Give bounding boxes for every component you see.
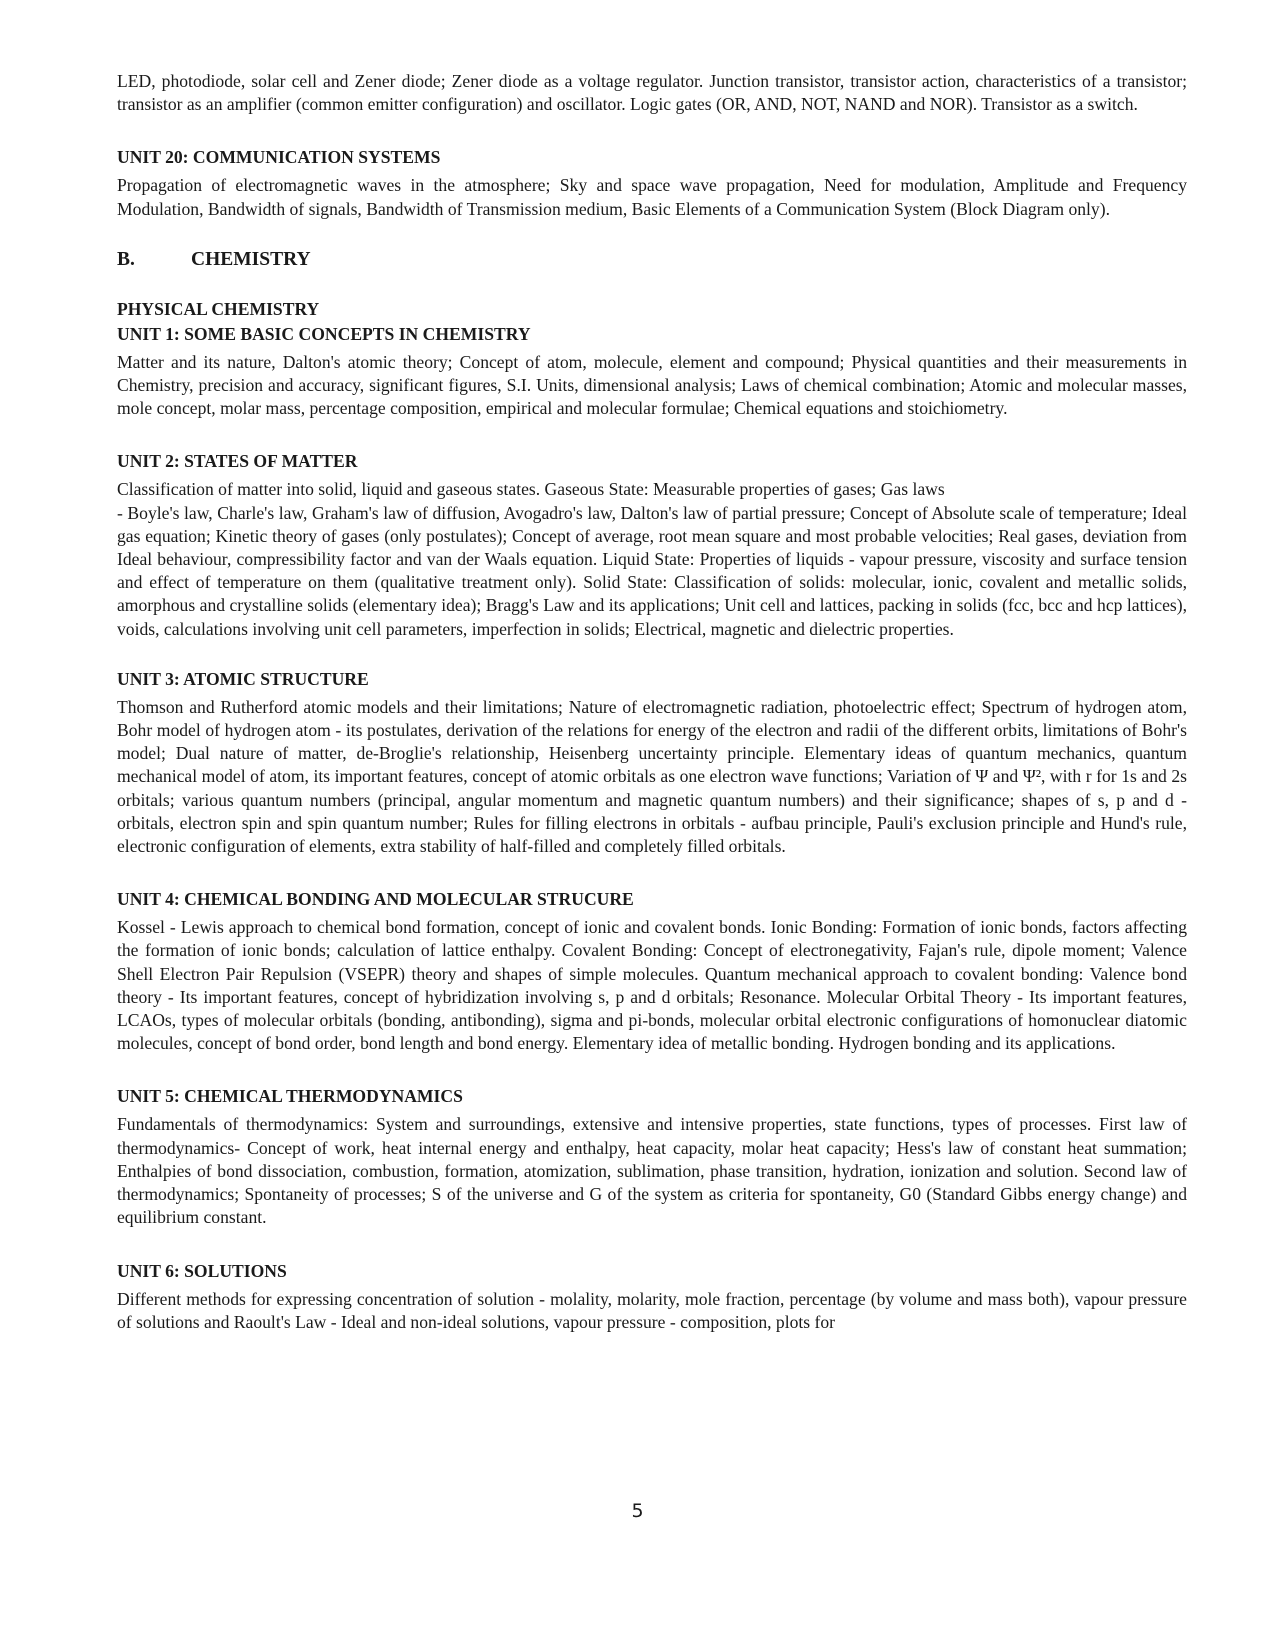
unit-1-section [117,323,1187,421]
section-b-letter: B. [117,248,135,270]
unit-20-section [117,146,1187,220]
unit-5-body: Fundamentals of thermodynamics: System and surroundings, extensive and intensive properties, state functions, types of processes. First law of thermodynamics- Concept of work, heat internal energy and enthalpy, heat capacity, molar heat capacity; Hess's law of constant heat summation; Enthalpies of bond dissociation, combustion, formation, atomization, sublimation, phase transition, hydration, ionization and solution. Second law of thermodynamics; Spontaneity of processes; S of the universe and G of the system as criteria for spontaneity, G0 (Standard Gibbs energy change) and equilibrium constant. [117,1114,1187,1228]
unit-20-heading: UNIT 20: COMMUNICATION SYSTEMS [117,147,441,168]
unit-4-section [117,888,1187,1055]
unit-1-heading: UNIT 1: SOME BASIC CONCEPTS IN CHEMISTRY [117,323,531,344]
unit-2-heading: UNIT 2: STATES OF MATTER [117,451,358,472]
unit-2-body: - Boyle's law, Charle's law, Graham's law of diffusion, Avogadro's law, Dalton's law of partial pressure; Concept of Absolute scale of temperature; Ideal gas equation; Kinetic theory of gases (only postulates); Concept of average, root mean square and most probable velocities; Real gases, deviation from Ideal behaviour, compressibility factor and van der Waals equation. Liquid State: Properties of liquids - vapour pressure, viscosity and surface tension and effect of temperature on them (qualitative treatment only). Solid State: Classification of solids: molecular, ionic, covalent and metallic solids, amorphous and crystalline solids (elementary idea); Bragg's Law and its applications; Unit cell and lattices, packing in solids (fcc, bcc and hcp lattices), voids, calculations involving unit cell parameters, imperfection in solids; Electrical, magnetic and dielectric properties. [117,502,1187,639]
unit-2-section [117,450,1187,640]
unit-5-section [117,1085,1187,1229]
page-number: 5 [631,1500,644,1522]
physical-chemistry-heading: PHYSICAL CHEMISTRY [117,298,320,319]
unit-1-body: Matter and its nature, Dalton's atomic theory; Concept of atom, molecule, element and compound; Physical quantities and their measurements in Chemistry, precision and accuracy, significant figures, S.I. Units, dimensional analysis; Laws of chemical combination; Atomic and molecular masses, mole concept, molar mass, percentage composition, empirical and molecular formulae; Chemical equations and stoichiometry. [117,351,1187,419]
unit-3-body: Thomson and Rutherford atomic models and their limitations; Nature of electromagnetic radiation, photoelectric effect; Spectrum of hydrogen atom, Bohr model of hydrogen atom - its postulates, derivation of the relations for energy of the electron and radii of the different orbits, limitations of Bohr's model; Dual nature of matter, de-Broglie's relationship, Heisenberg uncertainty principle. Elementary ideas of quantum mechanics, quantum mechanical model of atom, its important features, concept of atomic orbitals as one electron wave functions; Variation of Ψ and Ψ², with r for 1s and 2s orbitals; various quantum numbers (principal, angular momentum and magnetic quantum numbers) and their significance; shapes of s, p and d - orbitals, electron spin and spin quantum number; Rules for filling electrons in orbitals - aufbau principle, Pauli's exclusion principle and Hund's rule, electronic configuration of elements, extra stability of half-filled and completely filled orbitals. [117,696,1187,857]
unit-6-heading: UNIT 6: SOLUTIONS [117,1260,287,1281]
unit-20-body: Propagation of electromagnetic waves in the atmosphere; Sky and space wave propagation, Need for modulation, Amplitude and Frequency Modulation, Bandwidth of signals, Bandwidth of Transmission medium, Basic Elements of a Communication System (Block Diagram only). [117,175,1187,219]
unit-4-heading: UNIT 4: CHEMICAL BONDING AND MOLECULAR STRUCURE [117,889,634,910]
unit-6-body: Different methods for expressing concentration of solution - molality, molarity, mole fraction, percentage (by volume and mass both), vapour pressure of solutions and Raoult's Law - Ideal and non-ideal solutions, vapour pressure - composition, plots for [117,1288,1187,1332]
unit-3-heading: UNIT 3: ATOMIC STRUCTURE [117,668,369,689]
unit-3-section [117,668,1187,858]
section-b-heading [117,248,1187,272]
unit-2-body-line1: Classification of matter into solid, liquid and gaseous states. Gaseous State: Measurable properties of gases; Gas laws [117,479,945,500]
unit-4-body: Kossel - Lewis approach to chemical bond formation, concept of ionic and covalent bonds. Ionic Bonding: Formation of ionic bonds, factors affecting the formation of ionic bonds; calculation of lattice enthalpy. Covalent Bonding: Concept of electronegativity, Fajan's rule, dipole moment; Valence Shell Electron Pair Repulsion (VSEPR) theory and shapes of simple molecules. Quantum mechanical approach to covalent bonding: Valence bond theory - Its important features, concept of hybridization involving s, p and d orbitals; Resonance. Molecular Orbital Theory - Its important features, LCAOs, types of molecular orbitals (bonding, antibonding), sigma and pi-bonds, molecular orbital electronic configurations of homonuclear diatomic molecules, concept of bond order, bond length and bond energy. Elementary idea of metallic bonding. Hydrogen bonding and its applications. [117,917,1187,1054]
section-b-title: CHEMISTRY [191,248,311,270]
unit-6-section [117,1260,1187,1334]
document-page [117,70,1187,1334]
intro-paragraph: LED, photodiode, solar cell and Zener diode; Zener diode as a voltage regulator. Junction transistor, transistor action, characteristics of a transistor; transistor as an amplifier (common emitter configuration) and oscillator. Logic gates (OR, AND, NOT, NAND and NOR). Transistor as a switch. [117,71,1187,115]
unit-5-heading: UNIT 5: CHEMICAL THERMODYNAMICS [117,1086,463,1107]
